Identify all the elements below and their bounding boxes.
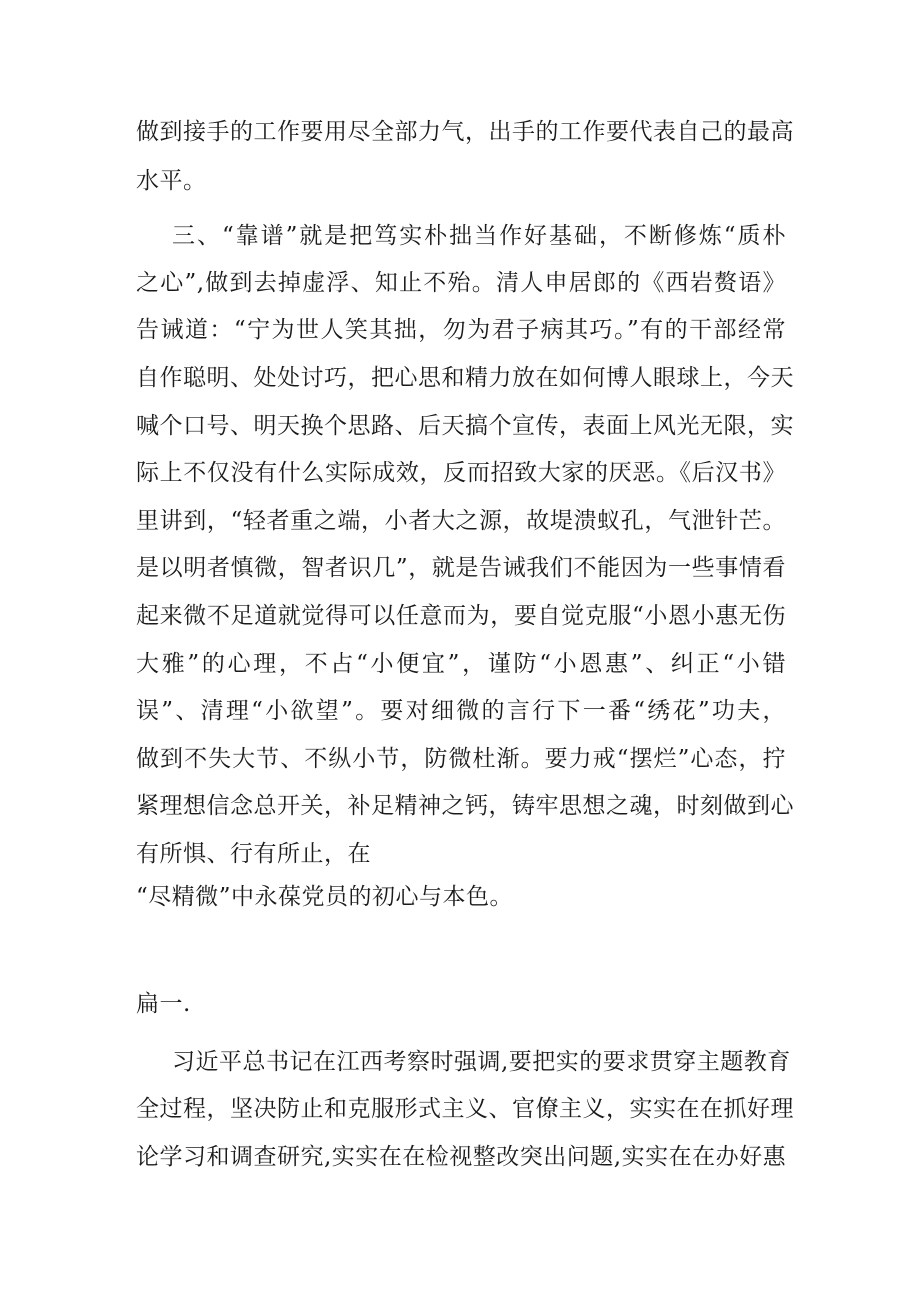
paragraph-line: 紧理想信念总开关，补足精神之钙，铸牢思想之魂，时刻做到心 bbox=[136, 793, 794, 819]
paragraph-line: 有所惧、行有所止，在 bbox=[136, 841, 371, 867]
paragraph-line: 做到接手的工作要用尽全部力气，出手的工作要代表自己的最高 bbox=[136, 119, 794, 145]
paragraph-line: “尽精微”中永葆党员的初心与本色。 bbox=[136, 884, 514, 910]
paragraph-line: 论学习和调查研究,实实在在检视整改突出问题,实实在在办好惠 bbox=[136, 1144, 787, 1170]
paragraph-line: 际上不仅没有什么实际成效，反而招致大家的厌恶。《后汉书》 bbox=[136, 460, 786, 486]
paragraph-line: 告诫道：“宁为世人笑其拙，勿为君子病其巧。”有的干部经常 bbox=[136, 317, 786, 343]
paragraph-line: 水平。 bbox=[136, 168, 207, 194]
paragraph-line: 自作聪明、处处讨巧，把心思和精力放在如何博人眼球上，今天 bbox=[136, 365, 794, 391]
paragraph-line: 里讲到，“轻者重之端，小者大之源，故堤溃蚁孔，气泄针芒。 bbox=[136, 508, 786, 534]
paragraph-line: 是以明者慎微，智者识几”，就是告诫我们不能因为一些事情看 bbox=[136, 555, 786, 581]
paragraph-line: 误”、清理“小欲望”。要对细微的言行下一番“绣花”功夫， bbox=[136, 698, 786, 724]
paragraph-line: 三、“靠谱”就是把笃实朴拙当作好基础，不断修炼“质朴 bbox=[172, 223, 786, 249]
paragraph-line: 全过程，坚决防止和克服形式主义、官僚主义，实实在在抓好理 bbox=[136, 1096, 794, 1122]
section-heading: 扁一. bbox=[136, 991, 191, 1017]
paragraph-line: 之心”,做到去掉虚浮、知止不殆。清人申居郎的《西岩赘语》 bbox=[136, 270, 786, 296]
paragraph-line: 起来微不足道就觉得可以任意而为，要自觉克服“小恩小惠无伤 bbox=[136, 603, 786, 629]
paragraph-line: 喊个口号、明天换个思路、后天搞个宣传，表面上风光无限，实 bbox=[136, 413, 794, 439]
paragraph-line: 习近平总书记在江西考察时强调,要把实的要求贯穿主题教育 bbox=[172, 1049, 791, 1075]
paragraph-line: 大雅”的心理，不占“小便宜”，谨防“小恩惠”、纠正“小错 bbox=[136, 651, 786, 677]
paragraph-line: 做到不失大节、不纵小节，防微杜渐。要力戒“摆烂”心态，拧 bbox=[136, 746, 786, 772]
